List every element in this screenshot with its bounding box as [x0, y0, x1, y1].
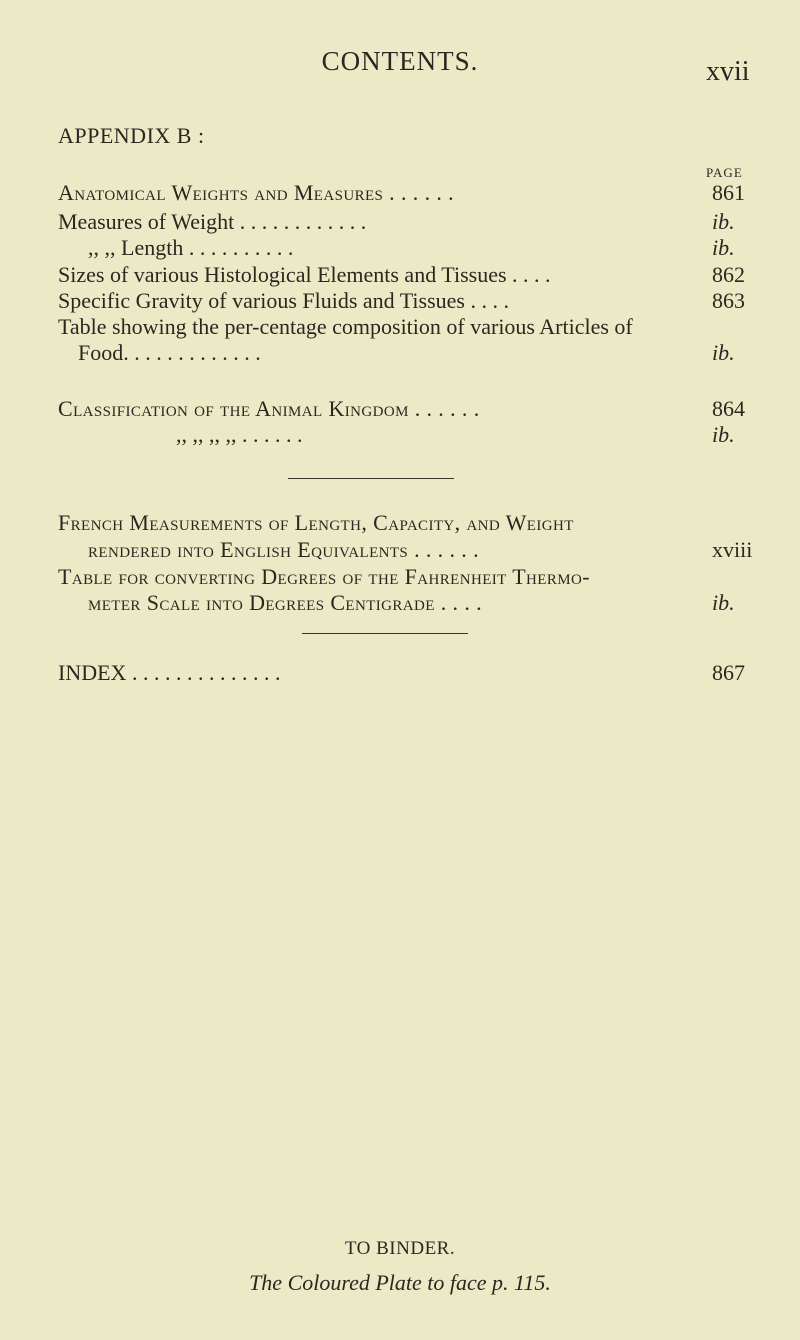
section-divider [302, 633, 468, 634]
toc-entry-label: Food. . . . . . . . . . . . . [78, 340, 261, 365]
appendix-heading: APPENDIX B : [58, 123, 205, 148]
toc-entry-page: ib. [712, 235, 735, 260]
toc-entry-page: 864 [712, 396, 745, 421]
page-folio: xvii [706, 56, 750, 87]
toc-entry-label: Measures of Weight . . . . . . . . . . . . [58, 209, 367, 234]
toc-entry-label: INDEX . . . . . . . . . . . . . . [58, 660, 281, 685]
toc-entry-label: Classification of the Animal Kingdom . . . . . . [58, 396, 480, 421]
toc-entry-label: French Measurements of Length, Capacity, and Weight [58, 510, 574, 535]
toc-entry-classification-cont [0, 422, 800, 452]
binder-heading: TO BINDER. [344, 1238, 456, 1259]
toc-entry-english-equivalents [0, 537, 800, 567]
toc-entry-page: ib. [712, 422, 735, 447]
toc-entry-label: Sizes of various Histological Elements and Tissues . . . . [58, 262, 551, 287]
section-divider [288, 478, 454, 479]
toc-entry-label: rendered into English Equivalents . . . . . . [88, 537, 479, 562]
toc-entry-page: 863 [712, 288, 745, 313]
toc-entry-label: meter Scale into Degrees Centigrade . . . . [88, 590, 483, 615]
running-title: CONTENTS. [321, 46, 479, 76]
toc-entry-label: Table showing the per-centage composition of various Articles of [58, 314, 633, 339]
toc-entry-page: ib. [712, 209, 735, 234]
toc-entry-page: ib. [712, 340, 735, 365]
toc-entry-label: ,, ,, Length . . . . . . . . . . [88, 235, 294, 260]
toc-entry-measures-length [0, 235, 800, 265]
toc-entry-label: Table for converting Degrees of the Fahrenheit Thermo- [58, 564, 590, 589]
toc-entry-page: 862 [712, 262, 745, 287]
page-column-label: PAGE [706, 165, 743, 180]
toc-entry-page: 867 [712, 660, 745, 685]
toc-entry-label: ,, ,, ,, ,, . . . . . . [176, 422, 303, 447]
toc-entry-label: Anatomical Weights and Measures . . . . . . [58, 180, 455, 205]
toc-entry-food [0, 340, 800, 370]
toc-entry-page: 861 [712, 180, 745, 205]
toc-entry-page: xviii [712, 537, 753, 562]
toc-entry-index [0, 660, 800, 690]
toc-entry-french-measurements [0, 510, 800, 540]
toc-entry-centigrade [0, 590, 800, 620]
toc-entry-page: ib. [712, 590, 735, 615]
toc-entry-anatomical-weights [0, 180, 800, 210]
toc-entry-label: Specific Gravity of various Fluids and Tissues . . . . [58, 288, 509, 313]
plate-note: The Coloured Plate to face p. 115. [249, 1270, 551, 1295]
